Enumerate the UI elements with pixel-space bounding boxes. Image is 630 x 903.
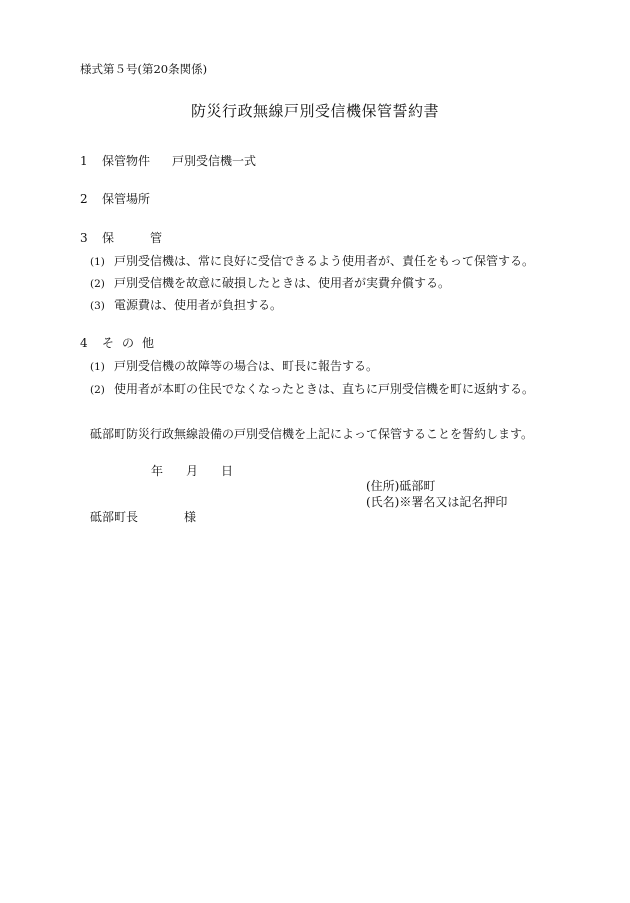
section-3-item-text: 戸別受信機を故意に破損したときは、使用者が実費弁償する。 <box>114 276 451 290</box>
addressee-honorific: 様 <box>184 510 197 524</box>
section-3-label-a: 保 <box>102 231 115 245</box>
name-note: ※署名又は記名押印 <box>399 495 508 509</box>
section-3-number: 3 <box>80 231 88 245</box>
section-4-label-c: 他 <box>142 336 155 350</box>
section-4-item <box>90 383 534 396</box>
signer-address <box>366 480 435 492</box>
form-number: 様式第５号(第20条関係) <box>80 62 208 76</box>
section-3-item <box>90 255 534 268</box>
section-2 <box>80 193 150 205</box>
section-3-item <box>90 277 450 290</box>
address-value: 砥部町 <box>399 479 436 493</box>
section-2-label: 保管場所 <box>102 192 151 206</box>
section-4-label-b: の <box>122 336 135 350</box>
section-4-item-text: 使用者が本町の住民でなくなったときは、直ちに戸別受信機を町に返納する。 <box>114 382 535 396</box>
section-4-item-number: (2) <box>90 384 105 396</box>
section-2-number: 2 <box>80 192 88 206</box>
section-4-number: 4 <box>80 336 88 350</box>
section-4-item-number: (1) <box>90 361 105 373</box>
section-1-number: 1 <box>80 154 88 168</box>
section-1 <box>80 155 256 167</box>
section-4-label-a: そ <box>102 336 115 350</box>
pledge-statement: 砥部町防災行政無線設備の戸別受信機を上記によって保管することを誓約します。 <box>90 427 534 441</box>
section-3-label-b: 管 <box>150 231 163 245</box>
name-label: (氏名) <box>366 495 400 509</box>
section-3-item-text: 戸別受信機は、常に良好に受信できるよう使用者が、責任をもって保管する。 <box>114 254 535 268</box>
date-day: 日 <box>221 464 234 478</box>
section-4-item <box>90 360 378 373</box>
section-4-item-text: 戸別受信機の故障等の場合は、町長に報告する。 <box>114 359 379 373</box>
address-label: (住所) <box>366 479 400 493</box>
section-3-item-number: (2) <box>90 278 105 290</box>
section-3-item-number: (1) <box>90 256 105 268</box>
signer-name <box>366 496 507 508</box>
addressee-name: 砥部町長 <box>90 510 139 524</box>
section-3-heading <box>80 232 162 244</box>
section-3-item <box>90 299 282 312</box>
date-year: 年 <box>151 464 164 478</box>
section-3-item-number: (3) <box>90 300 105 312</box>
document-title: 防災行政無線戸別受信機保管誓約書 <box>190 102 439 120</box>
section-3-item-text: 電源費は、使用者が負担する。 <box>114 298 283 312</box>
section-4-heading <box>80 337 154 349</box>
section-1-value: 戸別受信機一式 <box>172 154 257 168</box>
date-month: 月 <box>186 464 199 478</box>
section-1-label: 保管物件 <box>102 154 151 168</box>
